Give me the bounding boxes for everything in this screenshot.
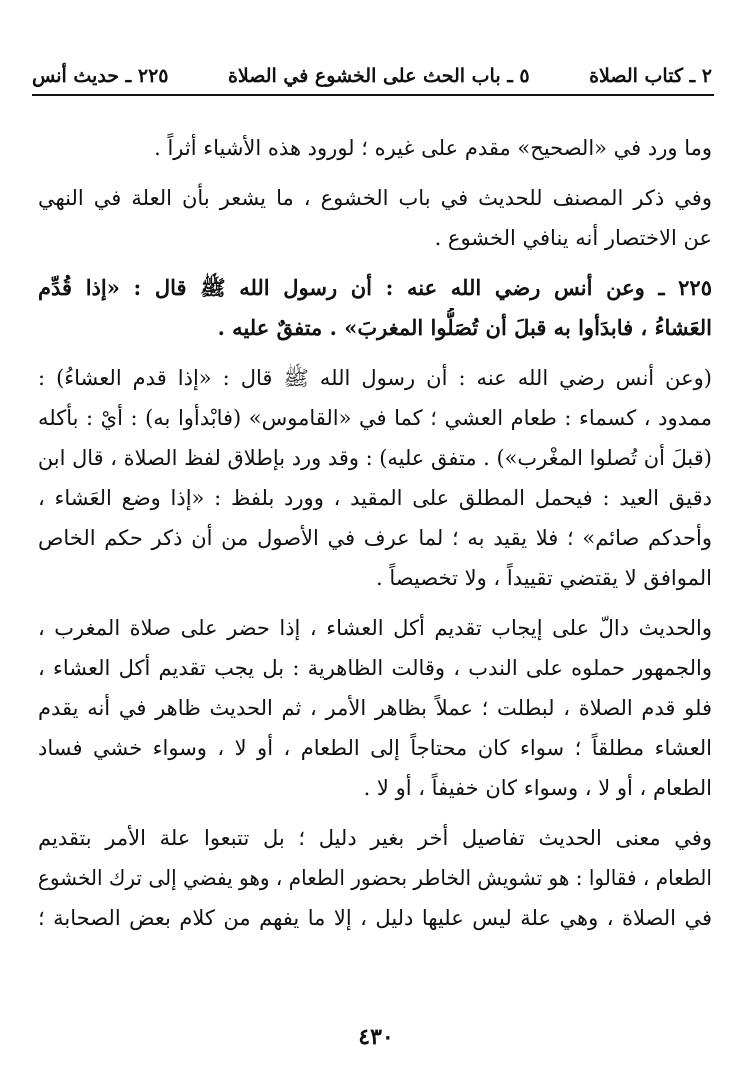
text-line: ٢٢٥ ـ وعن أنس رضي الله عنه : أن رسول الله ﷺ قال : «إذا قُدِّم — [38, 275, 712, 300]
text-line: (وعن أنس رضي الله عنه : أن رسول الله ﷺ قال : «إذا قدم العشاءُ) : — [38, 366, 712, 390]
paragraph-2 — [38, 178, 712, 258]
ruling-paragraph — [38, 608, 712, 808]
text-line: العَشاءُ ، فابدَأوا به قبلَ أن تُصَلُّوا المغربَ» . متفقٌ عليه . — [217, 315, 712, 340]
paragraph-1 — [38, 128, 712, 168]
text-line: الطعام ، فقالوا : هو تشويش الخاطر بحضور الطعام ، وهو يفضي إلى ترك الخشوع — [38, 866, 712, 890]
text-line: والجمهور حملوه على الندب ، وقالت الظاهرية : بل يجب تقديم أكل العشاء ، — [38, 656, 712, 680]
text-line: (قبلَ أن تُصلوا المغْرب») . متفق عليه) : وقد ورد بإطلاق لفظ الصلاة ، قال ابن — [38, 446, 712, 470]
text-line: الموافق لا يقتضي تقييداً ، ولا تخصيصاً . — [376, 566, 712, 590]
text-line: وفي معنى الحديث تفاصيل أخر بغير دليل ؛ بل تتبعوا علة الأمر بتقديم — [38, 826, 712, 850]
page-body — [38, 128, 712, 948]
text-line: وما ورد في «الصحيح» مقدم على غيره ؛ لورود هذه الأشياء أثراً . — [154, 136, 712, 160]
reasoning-paragraph — [38, 818, 712, 938]
hadith-text — [38, 268, 712, 348]
text-line: ممدود ، كسماء : طعام العشي ؛ كما في «القاموس» (فابْدأوا به) : أيْ : بأكله — [38, 406, 712, 430]
header-section: ٥ ـ باب الحث على الخشوع في الصلاة — [227, 65, 530, 87]
text-line: دقيق العيد : فيحمل المطلق على المقيد ، وورد بلفظ : «إذا وضع العَشاء ، — [38, 486, 712, 510]
text-line: الطعام ، أو لا ، وسواء كان خفيفاً ، أو لا . — [363, 776, 712, 800]
text-line: في الصلاة ، وهي علة ليس عليها دليل ، إلا ما يفهم من كلام بعض الصحابة ؛ — [38, 906, 712, 930]
running-header — [32, 56, 712, 90]
page-number: ٤٣٠ — [358, 1024, 394, 1050]
header-hadith-ref: ٢٢٥ ـ حديث أنس — [32, 65, 169, 87]
text-line: والحديث دالّ على إيجاب تقديم أكل العشاء ، إذا حضر على صلاة المغرب ، — [38, 616, 712, 640]
text-line: وأحدكم صائم» ؛ فلا يقيد به ؛ لما عرف في الأصول من أن ذكر حكم الخاص — [38, 526, 712, 550]
commentary-paragraph — [38, 358, 712, 598]
text-line: فلو قدم الصلاة ، لبطلت ؛ عملاً بظاهر الأمر ، ثم الحديث ظاهر في أنه يقدم — [38, 696, 712, 720]
header-divider — [32, 94, 714, 96]
text-line: العشاء مطلقاً ؛ سواء كان محتاجاً إلى الطعام ، أو لا ، وسواء خشي فساد — [38, 736, 712, 760]
text-line: عن الاختصار أنه ينافي الخشوع . — [434, 226, 712, 250]
text-line: وفي ذكر المصنف للحديث في باب الخشوع ، ما يشعر بأن العلة في النهي — [38, 186, 712, 210]
header-chapter: ٢ ـ كتاب الصلاة — [589, 65, 712, 87]
